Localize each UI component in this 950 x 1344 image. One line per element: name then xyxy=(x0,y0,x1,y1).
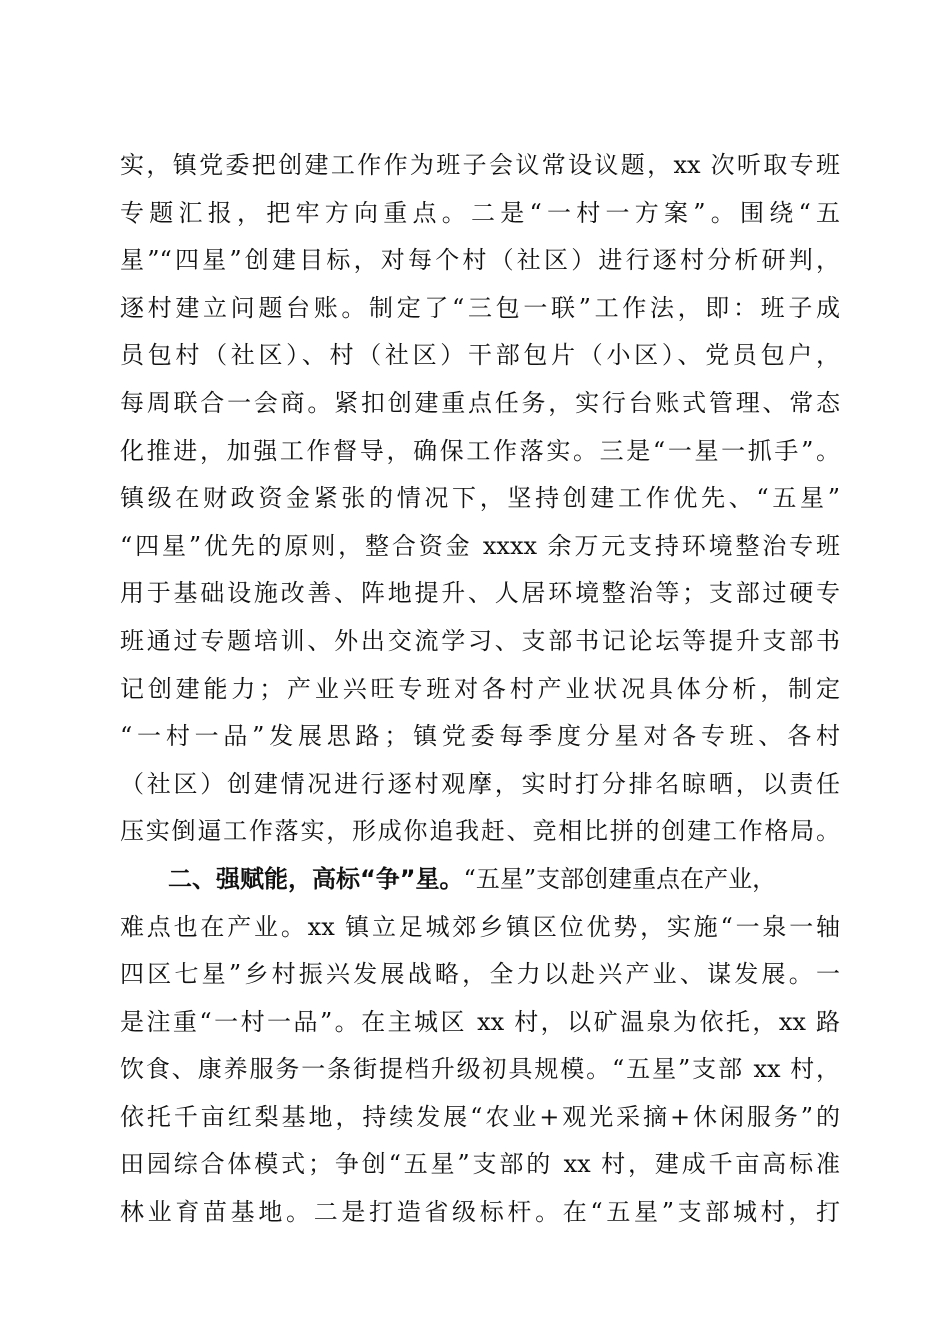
body-text xyxy=(120,142,840,1237)
text-line: 逐村建立问题台账。制定了“三包一联”工作法，即：班子成 xyxy=(120,293,840,322)
text-line: 压实倒逼工作落实，形成你追我赶、竞相比拼的创建工作格局。 xyxy=(120,817,840,846)
text-line: 星”“四星”创建目标，对每个村（社区）进行逐村分析研判， xyxy=(120,246,840,275)
section-heading: 二、强赋能，高标“争”星。 xyxy=(168,864,464,893)
text-line: 林业育苗基地。二是打造省级标杆。在“五星”支部城村，打 xyxy=(120,1198,840,1227)
section-heading-rest: “五星”支部创建重点在产业， xyxy=(463,864,777,893)
text-line: “一村一品”发展思路；镇党委每季度分星对各专班、各村 xyxy=(120,722,840,751)
text-line: 依托千亩红梨基地，持续发展“农业+观光采摘+休闲服务”的 xyxy=(120,1102,840,1131)
text-line: 班通过专题培训、外出交流学习、支部书记论坛等提升支部书 xyxy=(120,626,840,655)
text-line: 员包村（社区）、村（社区）干部包片（小区）、党员包户， xyxy=(120,341,840,370)
text-line: 难点也在产业。xx 镇立足城郊乡镇区位优势，实施“一泉一轴 xyxy=(120,912,840,941)
text-line: 化推进，加强工作督导，确保工作落实。三是“一星一抓手”。 xyxy=(120,436,840,465)
text-line: 四区七星”乡村振兴发展战略，全力以赴兴产业、谋发展。一 xyxy=(120,960,840,989)
text-line: 实，镇党委把创建工作作为班子会议常设议题，xx 次听取专班 xyxy=(120,151,840,179)
text-line: 每周联合一会商。紧扣创建重点任务，实行台账式管理、常态 xyxy=(120,388,840,417)
text-line: 专题汇报，把牢方向重点。二是“一村一方案”。围绕“五 xyxy=(120,198,840,227)
text-line: 用于基础设施改善、阵地提升、人居环境整治等；支部过硬专 xyxy=(120,579,840,608)
text-line: 田园综合体模式；争创“五星”支部的 xx 村，建成千亩高标准 xyxy=(120,1150,840,1179)
text-line: “四星”优先的原则，整合资金 xxxx 余万元支持环境整治专班 xyxy=(120,531,840,560)
section-heading-line xyxy=(120,856,840,904)
text-line: 是注重“一村一品”。在主城区 xx 村，以矿温泉为依托，xx 路 xyxy=(120,1007,840,1036)
text-line: 记创建能力；产业兴旺专班对各村产业状况具体分析，制定 xyxy=(120,674,840,703)
text-line: 饮食、康养服务一条街提档升级初具规模。“五星”支部 xx 村， xyxy=(120,1055,840,1084)
text-line: 镇级在财政资金紧张的情况下，坚持创建工作优先、“五星” xyxy=(120,484,840,513)
text-line: （社区）创建情况进行逐村观摩，实时打分排名晾晒，以责任 xyxy=(120,769,840,798)
